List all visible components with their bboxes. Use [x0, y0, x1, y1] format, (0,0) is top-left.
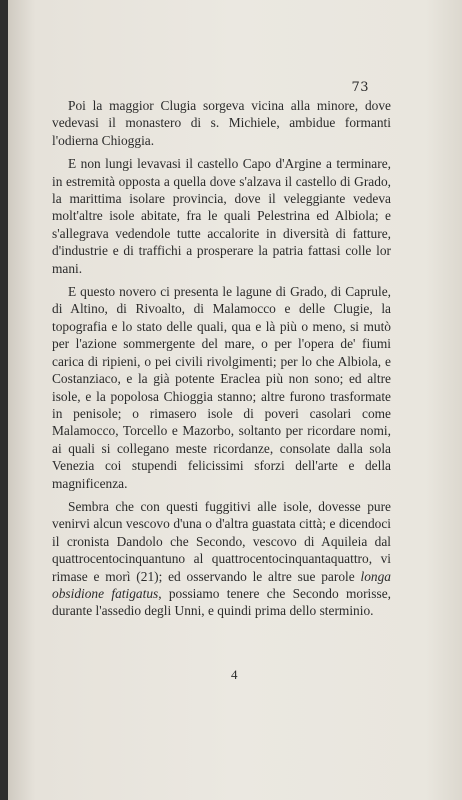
paragraph-4-text-after: , possiamo tenere che Secondo morisse, durante l'assedio degli Unni, e quindi prima dello sterminio.: [52, 585, 391, 619]
page-number: 73: [351, 80, 369, 95]
signature-mark: 4: [231, 667, 238, 682]
paragraph-2: E non lungi levavasi il castello Capo d'Argine a terminare, in estremità opposta a quella dove s'alzava il castello di Grado, la marittima isolare provincia, dove il veleggiante vedeva molt'altre isole abitate, fra le quali Pelestrina ed Albiola; e s'allegrava vedendole tutte accalorite in diversità di fatture, d'industrie e di traffichi a prosperare la patria fattasi colle lor mani.: [52, 156, 391, 276]
paragraph-1: Poi la maggior Clugia sorgeva vicina alla minore, dove vedevasi il monastero di s. Michiele, ambidue formanti l'odierna Chioggia.: [52, 98, 391, 148]
scan-left-edge: [0, 0, 8, 800]
paragraph-4-text-before: Sembra che con questi fuggitivi alle isole, dovesse pure venirvi alcun vescovo d'una o d'altra guastata città; e dicendoci il cronista Dandolo che Secondo, vescovo di Aquileia dal quattrocentocinquantuno al quattrocentocinquantaquattro, vi rimase e morì (21); ed osservando le altre sue parole: [52, 498, 391, 584]
body-text: [52, 97, 391, 626]
paragraph-4-latin-quote: longa obsidione fatigatus: [52, 568, 391, 601]
paragraph-3: E questo novero ci presenta le lagune di Grado, di Caprule, di Altino, di Rivoalto, di Malamocco e delle Clugie, la topografia e lo stato delle quali, qua e là più o meno, si mutò per l'azione sommergente del mare, o per l'opera de' fiumi carica di ripieni, o pei civili rivolgimenti; per lo che Albiola, e Costanziaco, e la già potente Eraclea più non sono; ed altre isole, e la popolosa Chioggia stanno; altre furono trasformate in penisole; o rimasero isole di poveri casolari come Malamocco, Torcello e Mazorbo, soltanto per ricordare nomi, ai quali si collegano meste ricordanze, consolate dalla sola Venezia coi stupendi felicissimi sforzi dell'arte e della magnificenza.: [52, 284, 391, 491]
paragraph-4: [52, 498, 391, 620]
